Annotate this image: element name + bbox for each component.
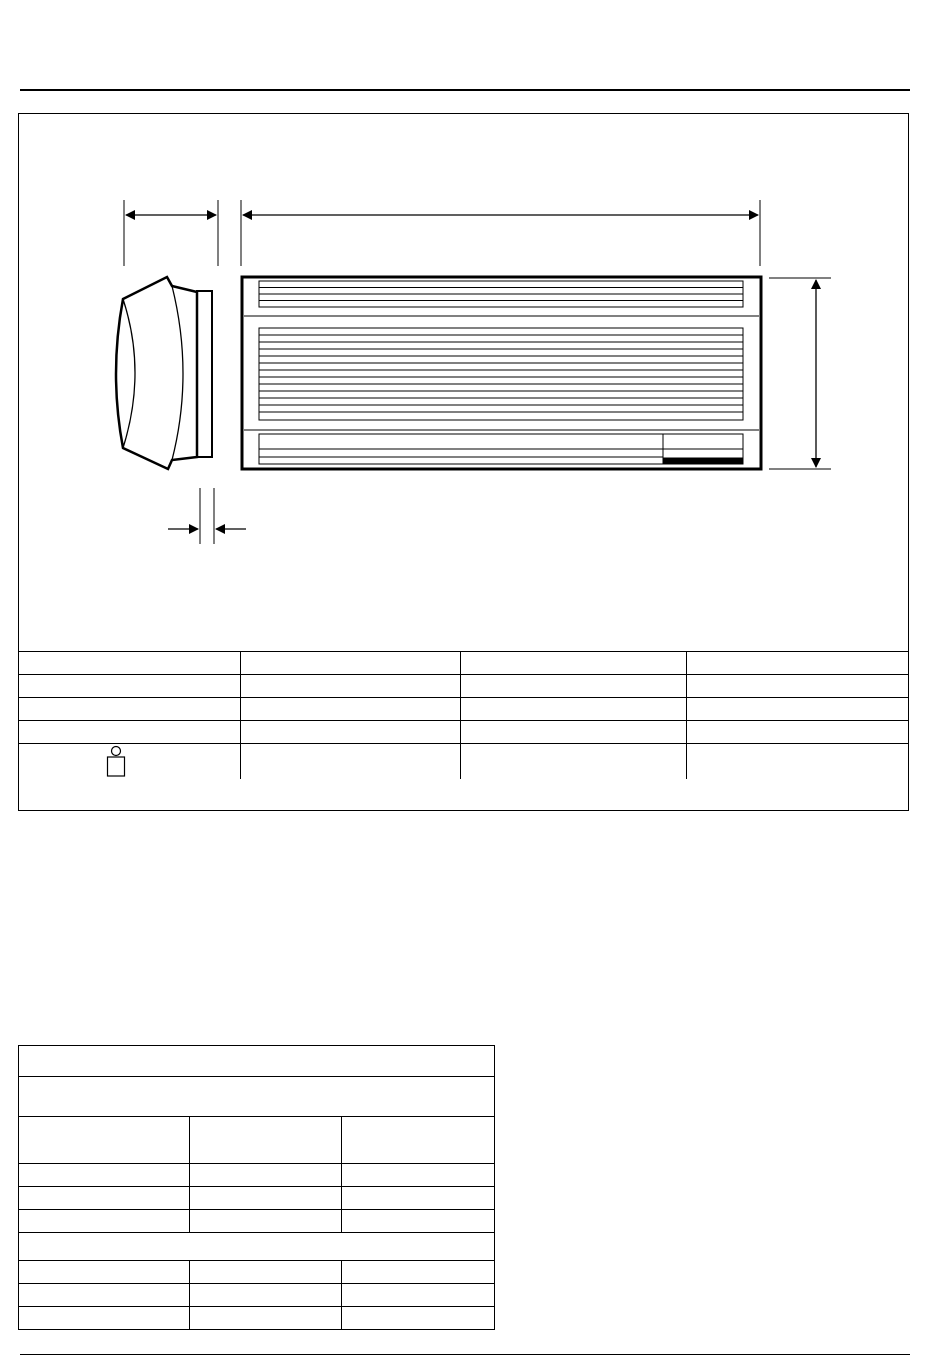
table-cell	[18, 698, 240, 721]
table-cell	[189, 1210, 342, 1233]
column-header	[342, 1117, 495, 1164]
weight-cell	[18, 744, 240, 780]
table-cell	[342, 1210, 495, 1233]
table-cell	[240, 698, 460, 721]
table-cell	[686, 721, 909, 744]
table-cell	[189, 1307, 342, 1330]
table-cell	[240, 675, 460, 698]
table-row	[18, 652, 909, 675]
width-dimension	[241, 200, 760, 266]
table-cell	[460, 744, 686, 780]
unit-front-view	[242, 277, 761, 469]
table-cell	[686, 675, 909, 698]
table-cell	[189, 1284, 342, 1307]
weight-icon	[104, 744, 134, 780]
table-row	[18, 744, 909, 780]
table-cell	[189, 1164, 342, 1187]
reference-table	[18, 1045, 495, 1330]
reference-table-subtitle-row	[19, 1077, 495, 1117]
specification-table	[18, 651, 909, 779]
table-row	[19, 1284, 495, 1307]
reference-table-section-row	[19, 1233, 495, 1261]
table-cell	[19, 1261, 190, 1284]
table-row	[18, 698, 909, 721]
table-cell	[18, 721, 240, 744]
table-cell	[342, 1307, 495, 1330]
table-cell	[18, 652, 240, 675]
table-cell	[240, 721, 460, 744]
table-cell	[189, 1261, 342, 1284]
table-cell	[189, 1187, 342, 1210]
table-cell	[686, 698, 909, 721]
table-cell	[240, 652, 460, 675]
column-header	[19, 1117, 190, 1164]
table-cell	[686, 652, 909, 675]
table-row	[19, 1210, 495, 1233]
table-cell	[460, 675, 686, 698]
table-cell	[19, 1284, 190, 1307]
table-cell	[342, 1164, 495, 1187]
table-cell	[686, 744, 909, 780]
table-cell	[460, 698, 686, 721]
reference-table-title	[19, 1046, 495, 1077]
table-cell	[342, 1261, 495, 1284]
reference-table-title-row	[19, 1046, 495, 1077]
table-cell	[18, 675, 240, 698]
clearance-dimension	[168, 488, 246, 544]
table-row	[19, 1164, 495, 1187]
footer-rule	[20, 1354, 910, 1355]
table-row	[18, 675, 909, 698]
table-cell	[19, 1210, 190, 1233]
table-row	[19, 1187, 495, 1210]
table-row	[19, 1261, 495, 1284]
depth-dimension	[124, 200, 218, 266]
table-cell	[342, 1187, 495, 1210]
unit-side-view	[116, 277, 212, 469]
header-rule	[20, 89, 910, 91]
column-header	[189, 1117, 342, 1164]
table-cell	[460, 652, 686, 675]
table-cell	[240, 744, 460, 780]
table-cell	[342, 1284, 495, 1307]
indoor-unit-diagram	[19, 114, 910, 654]
reference-table-header-row	[19, 1117, 495, 1164]
table-row	[19, 1307, 495, 1330]
table-cell	[19, 1164, 190, 1187]
table-cell	[460, 721, 686, 744]
table-cell	[19, 1187, 190, 1210]
table-row	[18, 721, 909, 744]
reference-table-subtitle	[19, 1077, 495, 1117]
table-cell	[19, 1307, 190, 1330]
section-label	[19, 1233, 495, 1261]
height-dimension	[769, 278, 831, 469]
